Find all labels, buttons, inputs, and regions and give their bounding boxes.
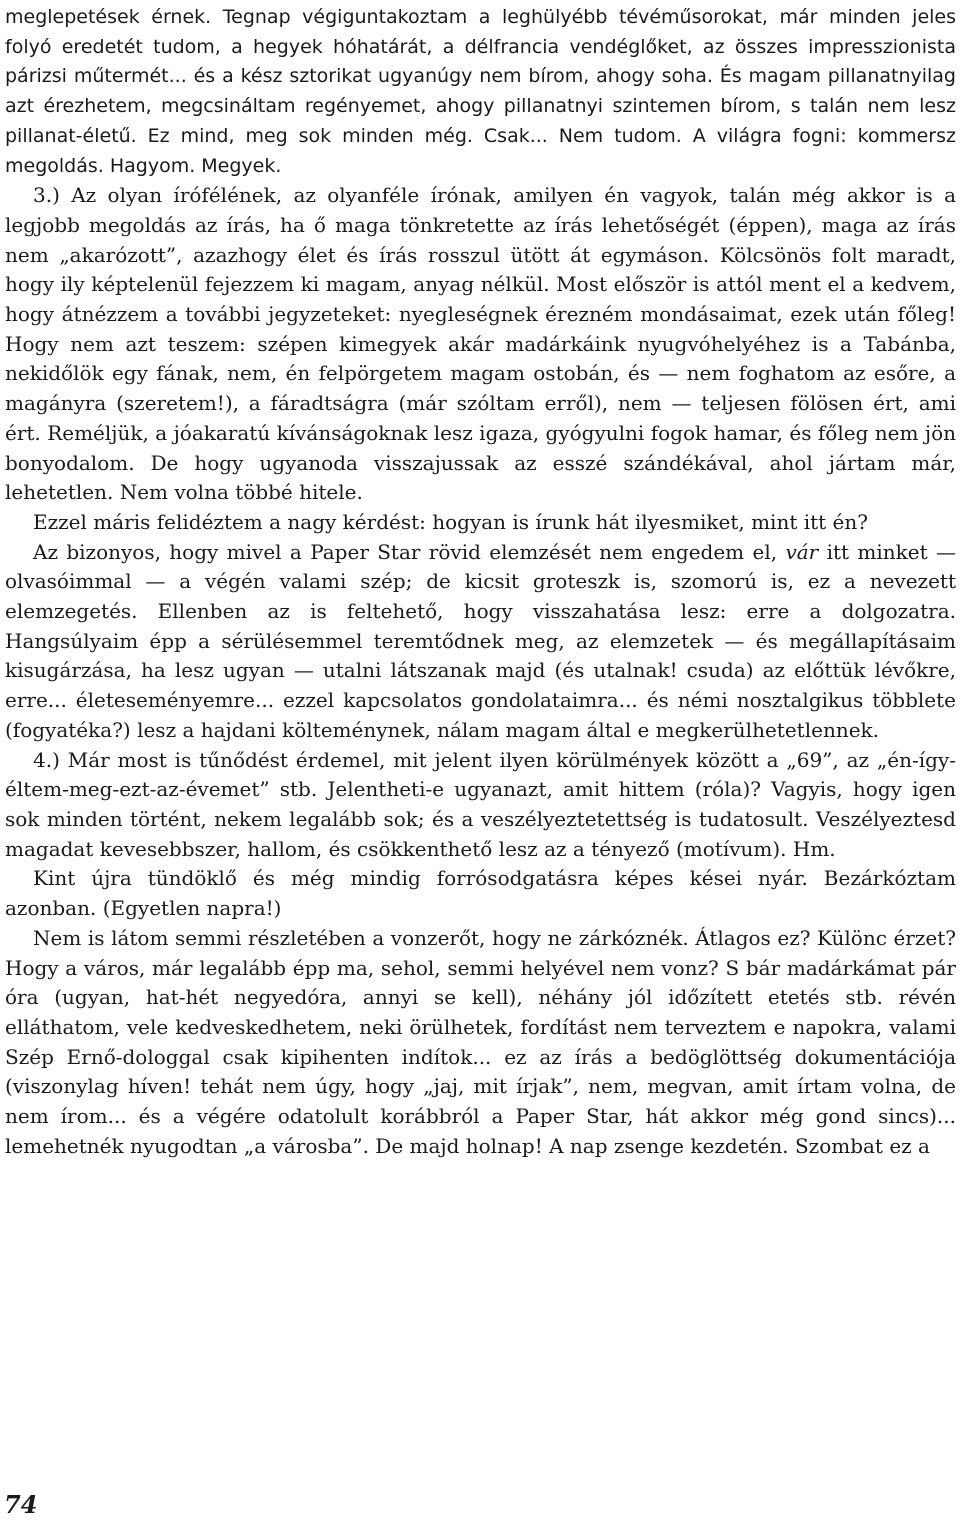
paragraph-4: 4.) Már most is tűnődést érdemel, mit jelent ilyen körülmények között a „69”, az „én-így-éltem-meg-ezt-az-évemet” stb. Jelentheti-e ugyanazt, amit hittem (róla)? Vagyis, hogy igen sok minden történt, nekem legalább sok; és a veszélyeztetettség is tudatosult. Veszélyeztesd magadat kevesebbszer, hallom, és csökkenthető lesz az a tényező (motívum). Hm. bbox=[5, 747, 956, 861]
paragraph-summer: Kint újra tündöklő és még mindig forrósodgatásra képes kései nyár. Bezárkóztam azonban. (Egyetlen napra!) bbox=[5, 866, 956, 921]
opening-paragraph: meglepetések érnek. Tegnap végiguntakoztam a leghülyébb tévéműsorokat, már minden jeles folyó eredetét tudom, a hegyek hóhatárát, a délfrancia vendéglőket, az összes impresszionista párizsi műtermét... és a kész sztorikat ugyanúgy nem bírom, ahogy soha. És magam pillanatnyilag azt érezhetem, megcsináltam regényemet, ahogy pillanatnyi szintemen bírom, s talán nem lesz pillanat-életű. Ez mind, meg sok minden még. Csak... Nem tudom. A világra fogni: kommersz megoldás. Hagyom. Megyek. bbox=[5, 6, 956, 177]
page-number: 74 bbox=[4, 1490, 38, 1519]
emphasized-word: vár bbox=[785, 539, 819, 564]
paragraph-3: 3.) Az olyan írófélének, az olyanféle írónak, amilyen én vagyok, talán még akkor is a legjobb megoldás az írás, ha ő maga tönkretette az írás lehetőségét (éppen), maga az írás nem „akarózott”, azazhogy élet és írás rosszul ütött át egymáson. Kölcsönös folt maradt, hogy ily képtelenül fejezzem ki magam, anyag nélkül. Most először is attól ment el a kedvem, hogy átnézzem a további jegyzeteket: nyegleségnek érezném mondásaimat, ezek után főleg! Hogy nem azt teszem: szépen kimegyek akár madárkáink nyugvóhelyéhez is a Tabánba, nekidőlök egy fának, nem, én felpörgetem magam ostobán, és — nem foghatom az esőre, a magányra (szeretem!), a fáradtságra (már szóltam erről), nem — teljesen fölösen ért, ami ért. Reméljük, a jóakaratú kívánságoknak lesz igaza, gyógyulni fogok hamar, és főleg nem jön bonyodalom. De hogy ugyanoda visszajussak az esszé szándékával, ahol jártam már, lehetetlen. Nem volna többé hitele. bbox=[5, 183, 956, 505]
paragraph-paper-star bbox=[5, 538, 956, 746]
body-text bbox=[5, 3, 956, 1161]
paragraph-city: Nem is látom semmi részletében a vonzerőt, hogy ne zárkóznék. Átlagos ez? Különc érzet? Hogy a város, már legalább épp ma, sehol, semmi helyével nem vonz? S bár madárkámat pár óra (ugyan, hat-hét negyedóra, annyi se kell), néhány jól időzített etetés stb. révén elláthatom, vele kedveskedhetem, neki örülhetek, fordítást nem terveztem e napokra, valami Szép Ernő-dologgal csak kipihenten indítok... ez az írás a bedöglöttség dokumentációja (viszonylag híven! tehát nem úgy, hogy „jaj, mit írjak”, nem, megvan, amit írtam volna, de nem írom... és a végére odatolult korábbról a Paper Star, hát akkor még gond sincs)... lemehetnék nyugodtan „a városba”. De majd holnap! A nap zsenge kezdetén. Szombat ez a bbox=[5, 925, 956, 1158]
paragraph-paper-star-text: Az bizonyos, hogy mivel a Paper Star rövid elemzését nem engedem el, vár itt minket — olvasóimmal — a végén valami szép; de kicsit groteszk is, szomorú is, ez a nevezett elemzegetés. Ellenben az is feltehető, hogy visszahatása lesz: erre a dolgozatra. Hangsúlyaim épp a sérülésemmel teremtődnek meg, az elemzetek — és megállapításaim kisugárzása, ha lesz ugyan — utalni látszanak majd (és utalnak! csuda) az előttük lévőkre, erre... életeseményemre... ezzel kapcsolatos gondolataimra... és némi nosztalgikus többlete (fogyatéka?) lesz a hajdani költeménynek, nálam magam által e megkerülhetetlennek. bbox=[5, 539, 956, 742]
paragraph-question: Ezzel máris felidéztem a nagy kérdést: hogyan is írunk hát ilyesmiket, mint itt én? bbox=[33, 509, 868, 534]
